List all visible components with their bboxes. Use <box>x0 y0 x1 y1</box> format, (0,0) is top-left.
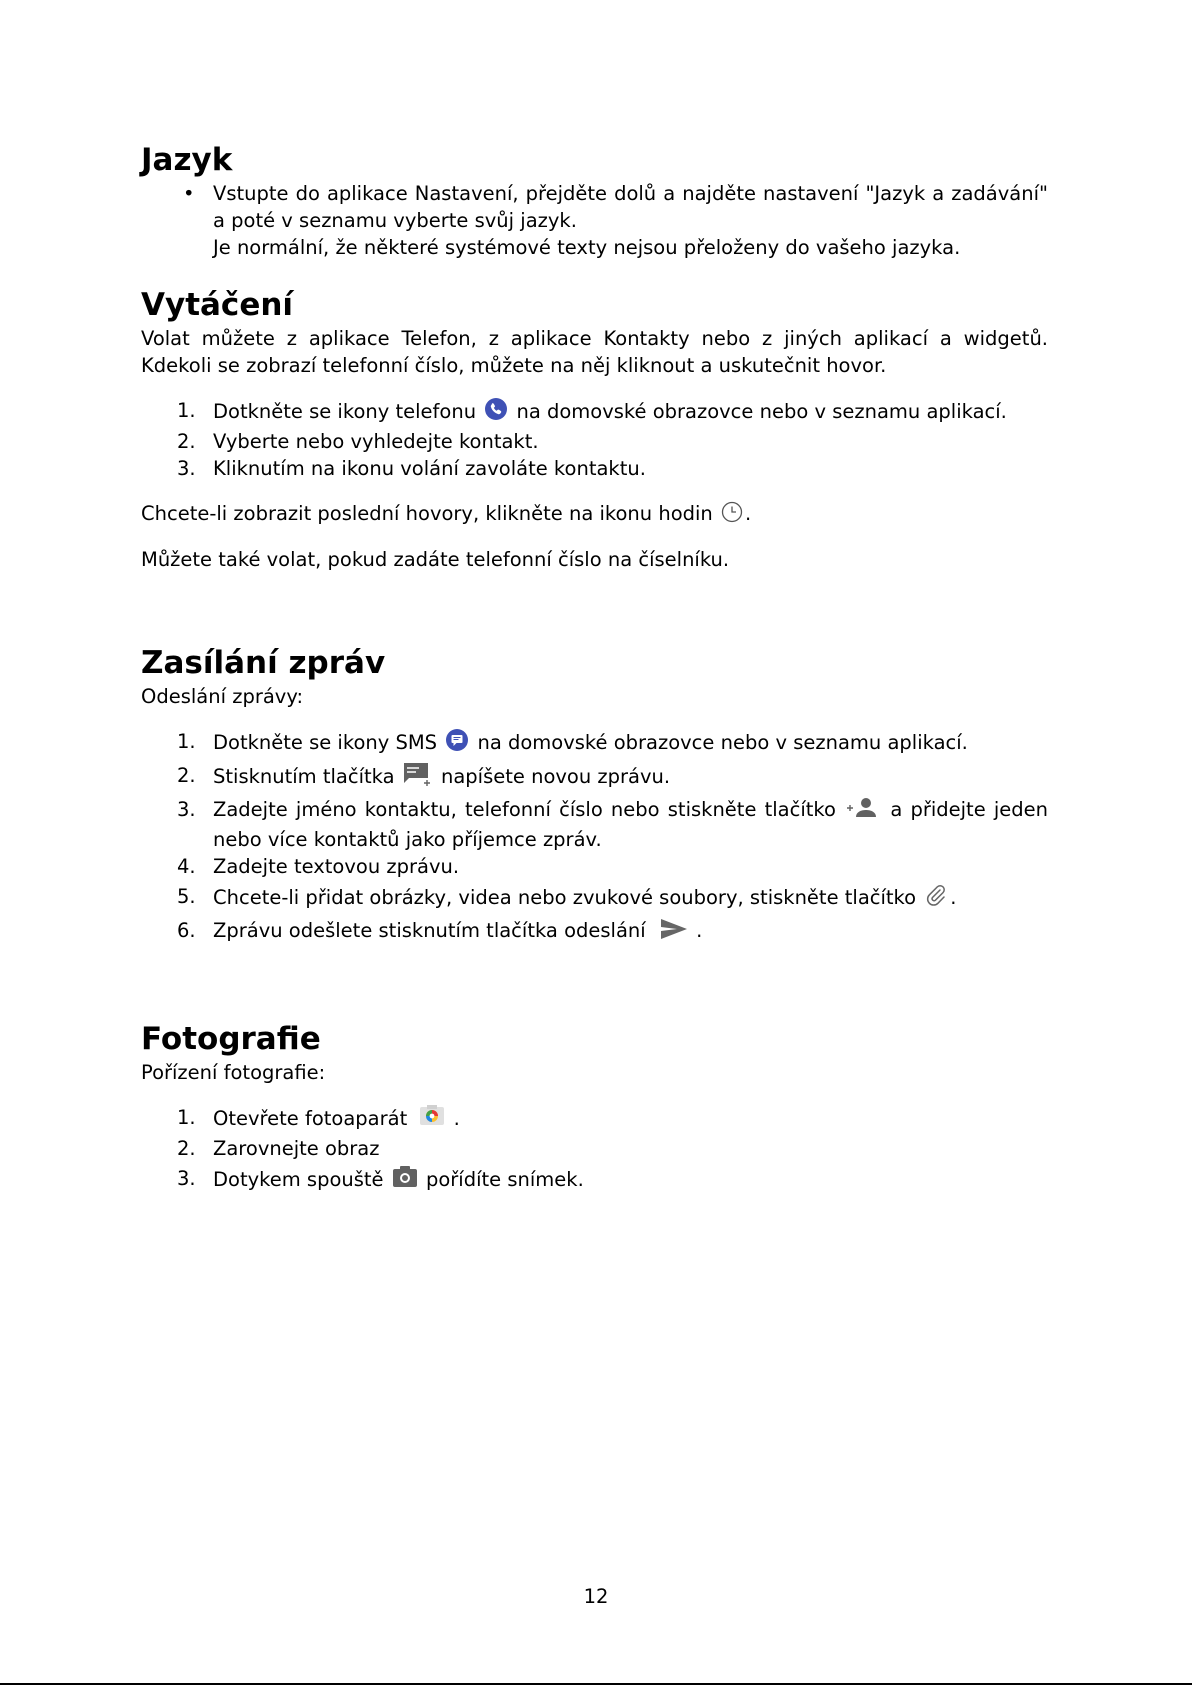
step-number: 5. <box>177 885 196 908</box>
section-title-vytaceni: Vytáčení <box>141 287 294 323</box>
step-text: Dotkněte se ikony telefonu <box>213 400 477 423</box>
list-item <box>141 796 1048 853</box>
section-intro: Odeslání zprávy: <box>141 685 304 708</box>
step-text: . <box>696 919 703 942</box>
camera-app-icon <box>419 1104 445 1135</box>
add-contact-icon <box>846 797 880 826</box>
step-number: 1. <box>177 399 196 422</box>
step-number: 1. <box>177 1106 196 1129</box>
recent-calls-before: Chcete-li zobrazit poslední hovory, klikněte na ikonu hodin <box>141 502 713 525</box>
phone-icon <box>484 397 508 428</box>
section-vytaceni <box>141 283 1048 573</box>
bullet-text: Vstupte do aplikace Nastavení, přejděte dolů a najděte nastavení "Jazyk a zadávání" a poté v seznamu vyberte svůj jazyk. <box>213 182 1048 232</box>
section-intro: Pořízení fotografie: <box>141 1061 326 1084</box>
section-title-fotografie: Fotografie <box>141 1021 321 1057</box>
page-content <box>141 138 1048 1196</box>
step-number: 3. <box>177 798 196 821</box>
list-item <box>141 455 1048 482</box>
step-number: 2. <box>177 764 196 787</box>
list-item <box>141 1165 1048 1196</box>
step-text: Kliknutím na ikonu volání zavoláte kontaktu. <box>213 457 646 480</box>
step-text: . <box>453 1107 460 1130</box>
list-item <box>141 1135 1048 1162</box>
bullet-note: Je normální, že některé systémové texty nejsou přeloženy do vašeho jazyka. <box>213 236 961 259</box>
step-number: 6. <box>177 919 196 942</box>
step-text: . <box>950 886 957 909</box>
bullet-list <box>141 180 1048 261</box>
step-number: 3. <box>177 457 196 480</box>
clock-icon <box>721 501 743 530</box>
bullet-dot: • <box>183 182 195 205</box>
step-number: 2. <box>177 1137 196 1160</box>
shutter-icon <box>392 1165 418 1196</box>
step-text: Vyberte nebo vyhledejte kontakt. <box>213 430 539 453</box>
step-text: Dotkněte se ikony SMS <box>213 731 438 754</box>
list-item <box>141 728 1048 759</box>
list-item <box>141 853 1048 880</box>
step-text: Zarovnejte obraz <box>213 1137 380 1160</box>
step-text: a přidejte jeden nebo více kontaktů jako příjemce zpráv. <box>213 798 1049 851</box>
step-text: napíšete novou zprávu. <box>440 765 671 788</box>
section-title-zpravy: Zasílání zpráv <box>141 645 386 681</box>
step-text: Zadejte textovou zprávu. <box>213 855 460 878</box>
step-text: Zprávu odešlete stisknutím tlačítka odeslání <box>213 919 646 942</box>
list-item <box>141 883 1048 914</box>
recent-calls-after: . <box>745 502 752 525</box>
list-item <box>141 428 1048 455</box>
recent-calls-text <box>141 500 1048 530</box>
list-item <box>141 180 1048 261</box>
steps-list <box>141 397 1048 482</box>
send-icon <box>660 918 688 947</box>
section-zpravy <box>141 641 1048 947</box>
new-message-icon <box>403 762 433 793</box>
dial-text: Můžete také volat, pokud zadáte telefonní číslo na číselníku. <box>141 548 730 571</box>
page-number: 12 <box>583 1585 609 1608</box>
step-number: 2. <box>177 430 196 453</box>
section-intro: Volat můžete z aplikace Telefon, z aplikace Kontakty nebo z jiných aplikací a widgetů. Kdekoli se zobrazí telefonní číslo, můžete na něj kliknout a uskutečnit hovor. <box>141 327 1048 377</box>
step-number: 3. <box>177 1167 196 1190</box>
step-number: 1. <box>177 730 196 753</box>
section-title-jazyk: Jazyk <box>141 142 233 178</box>
step-text: Dotykem spouště <box>213 1168 384 1191</box>
steps-list <box>141 1104 1048 1196</box>
step-text: Otevřete fotoaparát <box>213 1107 408 1130</box>
sms-icon <box>445 728 469 759</box>
step-text: Chcete-li přidat obrázky, videa nebo zvukové soubory, stiskněte tlačítko <box>213 886 917 909</box>
list-item <box>141 1104 1048 1135</box>
attachment-icon <box>924 883 948 914</box>
steps-list <box>141 728 1048 947</box>
list-item <box>141 917 1048 947</box>
list-item <box>141 762 1048 793</box>
step-text: pořídíte snímek. <box>425 1168 584 1191</box>
list-item <box>141 397 1048 428</box>
section-jazyk <box>141 138 1048 261</box>
section-fotografie <box>141 1017 1048 1196</box>
step-text: na domovské obrazovce nebo v seznamu aplikací. <box>516 400 1007 423</box>
step-number: 4. <box>177 855 196 878</box>
step-text: Zadejte jméno kontaktu, telefonní číslo nebo stiskněte tlačítko <box>213 798 836 821</box>
step-text: Stisknutím tlačítka <box>213 765 395 788</box>
step-text: na domovské obrazovce nebo v seznamu aplikací. <box>477 731 968 754</box>
